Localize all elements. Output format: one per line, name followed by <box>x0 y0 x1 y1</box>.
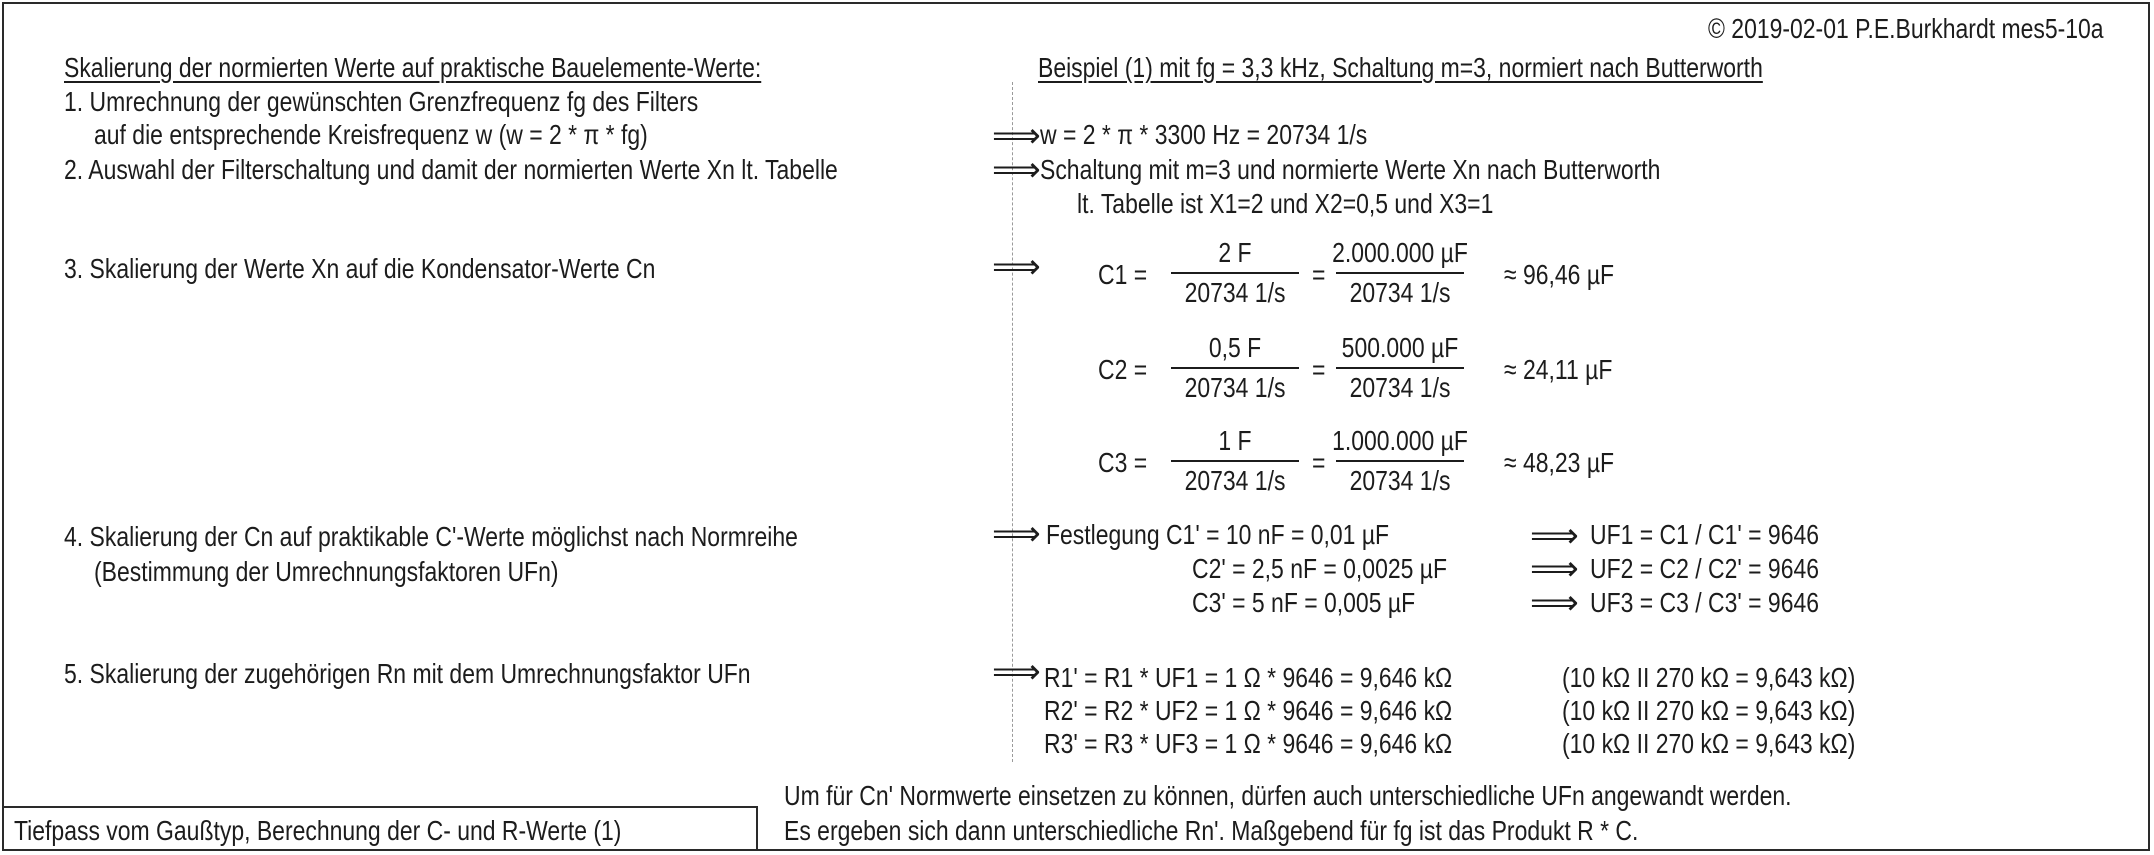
step5: 5. Skalierung der zugehörigen Rn mit dem Umrechnungsfaktor UFn <box>64 658 751 689</box>
step4-line2: (Bestimmung der Umrechnungsfaktoren UFn) <box>94 556 559 587</box>
arrow-icon: ⟹ <box>1530 516 1579 556</box>
r2prime-formula: R2' = R2 * UF2 = 1 Ω * 9646 = 9,646 kΩ <box>1044 695 1453 726</box>
c1-label: C1 = <box>1098 259 1148 290</box>
circuit-line2: lt. Tabelle ist X1=2 und X2=0,5 und X3=1 <box>1077 188 1494 219</box>
step1-line1: 1. Umrechnung der gewünschten Grenzfrequenz fg des Filters <box>64 86 699 117</box>
r3prime-formula: R3' = R3 * UF3 = 1 Ω * 9646 = 9,646 kΩ <box>1044 728 1453 759</box>
footer-note-line2: Es ergeben sich dann unterschiedliche Rn'. Maßgebend für fg ist das Produkt R * C. <box>784 815 1639 846</box>
c1-equals: = <box>1312 259 1326 290</box>
c3-equals: = <box>1312 447 1326 478</box>
c3prime-definition: C3' = 5 nF = 0,005 µF <box>1192 587 1416 618</box>
circuit-line1: Schaltung mit m=3 und normierte Werte Xn nach Butterworth <box>1040 154 1661 185</box>
c2-label: C2 = <box>1098 354 1148 385</box>
uf3-value: UF3 = C3 / C3' = 9646 <box>1590 587 1820 618</box>
c1prime-definition: Festlegung C1' = 10 nF = 0,01 µF <box>1046 519 1390 550</box>
c2-equals: = <box>1312 354 1326 385</box>
step3: 3. Skalierung der Werte Xn auf die Kondensator-Werte Cn <box>64 253 656 284</box>
left-heading: Skalierung der normierten Werte auf praktische Bauelemente-Werte: <box>64 52 762 83</box>
uf1-value: UF1 = C1 / C1' = 9646 <box>1590 519 1820 550</box>
copyright-notice: © 2019-02-01 P.E.Burkhardt mes5-10a <box>1708 13 2104 44</box>
omega-formula: w = 2 * π * 3300 Hz = 20734 1/s <box>1040 119 1368 150</box>
c3-label: C3 = <box>1098 447 1148 478</box>
step2: 2. Auswahl der Filterschaltung und damit der normierten Werte Xn lt. Tabelle <box>64 154 838 185</box>
footer-note-line1: Um für Cn' Normwerte einsetzen zu können, dürfen auch unterschiedliche UFn angewandt werden. <box>784 780 1792 811</box>
c2prime-definition: C2' = 2,5 nF = 0,0025 µF <box>1192 553 1448 584</box>
step1-line2: auf die entsprechende Kreisfrequenz w (w = 2 * π * fg) <box>94 119 648 150</box>
step4-line1: 4. Skalierung der Cn auf praktikable C'-Werte möglichst nach Normreihe <box>64 521 798 552</box>
arrow-icon: ⟹ <box>992 247 1041 287</box>
c2-result: ≈ 24,11 µF <box>1504 354 1613 385</box>
c1-result: ≈ 96,46 µF <box>1504 259 1615 290</box>
r1prime-formula: R1' = R1 * UF1 = 1 Ω * 9646 = 9,646 kΩ <box>1044 662 1453 693</box>
arrow-icon: ⟹ <box>992 150 1041 190</box>
right-heading: Beispiel (1) mit fg = 3,3 kHz, Schaltung m=3, normiert nach Butterworth <box>1038 52 1763 83</box>
arrow-icon: ⟹ <box>992 116 1041 156</box>
r1-parallel-combo: (10 kΩ II 270 kΩ = 9,643 kΩ) <box>1562 662 1856 693</box>
uf2-value: UF2 = C2 / C2' = 9646 <box>1590 553 1820 584</box>
arrow-icon: ⟹ <box>1530 549 1579 589</box>
c3-result: ≈ 48,23 µF <box>1504 447 1615 478</box>
arrow-icon: ⟹ <box>992 514 1041 554</box>
r3-parallel-combo: (10 kΩ II 270 kΩ = 9,643 kΩ) <box>1562 728 1856 759</box>
slide-caption: Tiefpass vom Gaußtyp, Berechnung der C- und R-Werte (1) <box>14 815 622 846</box>
arrow-icon: ⟹ <box>1530 583 1579 623</box>
arrow-icon: ⟹ <box>992 652 1041 692</box>
r2-parallel-combo: (10 kΩ II 270 kΩ = 9,643 kΩ) <box>1562 695 1856 726</box>
